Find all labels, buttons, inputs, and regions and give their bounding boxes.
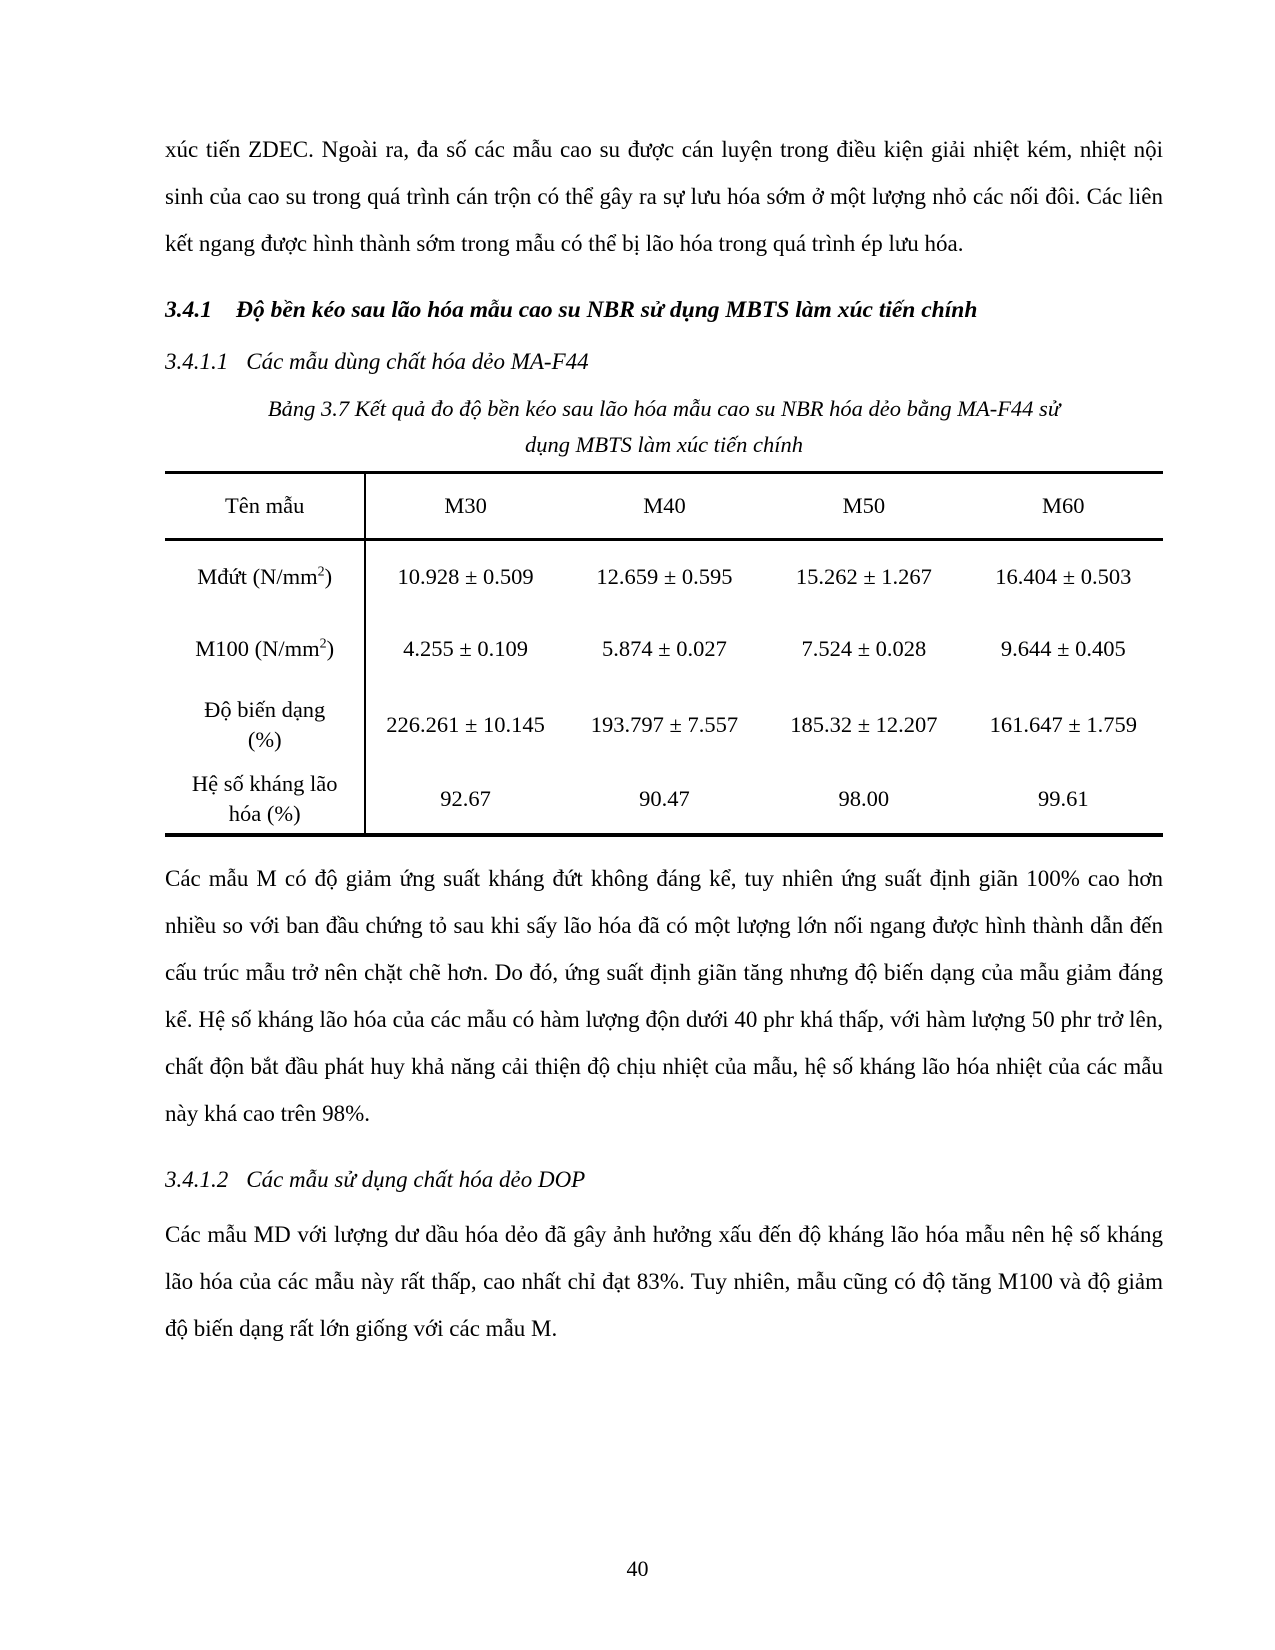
cell-value: 99.61 [1037, 786, 1089, 811]
cell-value: 12.659 ± 0.595 [596, 564, 733, 589]
section-title: Độ bền kéo sau lão hóa mẫu cao su NBR sử dụng MBTS làm xúc tiến chính [236, 297, 978, 323]
row-label-elongation: Độ biến dạng (%) [165, 685, 365, 765]
column-header-m60: M60 [964, 473, 1163, 540]
cell-value: 15.262 ± 1.267 [795, 564, 932, 589]
cell-value: 185.32 ± 12.207 [790, 712, 938, 737]
cell-value: 90.47 [639, 786, 690, 811]
paragraph-intro: xúc tiến ZDEC. Ngoài ra, đa số các mẫu cao su được cán luyện trong điều kiện giải nhiệt kém, nhiệt nội sinh của cao su trong quá trình cán trộn có thể gây ra sự lưu hóa sớm ở một lượng nhỏ các nối đôi. Các liên kết ngang được hình thành sớm trong mẫu có thể bị lão hóa trong quá trình ép lưu hóa. [165, 137, 1163, 256]
paragraph-dop-discussion: Các mẫu MD với lượng dư dầu hóa dẻo đã gây ảnh hưởng xấu đến độ kháng lão hóa mẫu nên hệ số kháng lão hóa của các mẫu này rất thấp, cao nhất chỉ đạt 83%. Tuy nhiên, mẫu cũng có độ tăng M100 và độ giảm độ biến dạng rất lớn giống với các mẫu M. [165, 1222, 1163, 1341]
row-label-aging-resistance: Hệ số kháng lão hóa (%) [165, 765, 365, 835]
subsection-heading-2 [165, 1163, 1163, 1197]
table-caption-line-1: Bảng 3.7 Kết quả đo độ bền kéo sau lão hóa mẫu cao su NBR hóa dẻo bằng MA-F44 sử [267, 396, 1061, 421]
cell-value: 226.261 ± 10.145 [386, 712, 545, 737]
column-header-m30: M30 [365, 473, 564, 540]
column-header-m50: M50 [764, 473, 963, 540]
column-header-sample-name: Tên mẫu [165, 473, 365, 540]
table-header-row [165, 473, 1163, 540]
cell-value: 9.644 ± 0.405 [1000, 636, 1126, 661]
cell-value: 98.00 [838, 786, 890, 811]
section-heading [165, 293, 1163, 327]
cell-value: 16.404 ± 0.503 [995, 564, 1132, 589]
cell-value: 92.67 [440, 786, 491, 811]
table-caption [165, 391, 1163, 463]
table-row [165, 685, 1163, 765]
cell-value: 10.928 ± 0.509 [397, 564, 534, 589]
page-number: 40 [626, 1556, 649, 1581]
subsection-2-title: Các mẫu sử dụng chất hóa dẻo DOP [246, 1167, 586, 1192]
subsection-1-title: Các mẫu dùng chất hóa dẻo MA-F44 [246, 349, 589, 374]
table-caption-line-2: dụng MBTS làm xúc tiến chính [524, 432, 804, 457]
row-label-tensile-strength: Mđứt $(N/mm^2)$ [165, 540, 365, 614]
subsection-1-number: 3.4.1.1 [165, 349, 229, 374]
column-header-m40: M40 [565, 473, 764, 540]
row-label-m100-modulus: M100 $(N/mm^2)$ [165, 613, 365, 685]
cell-value: 5.874 ± 0.027 [602, 636, 727, 661]
section-number: 3.4.1 [165, 297, 212, 323]
table-row [165, 540, 1163, 614]
cell-value: 193.797 ± 7.557 [590, 712, 739, 737]
cell-value: 161.647 ± 1.759 [989, 712, 1137, 737]
table-row [165, 765, 1163, 835]
cell-value: 4.255 ± 0.109 [403, 636, 529, 661]
subsection-2-number: 3.4.1.2 [165, 1167, 229, 1192]
table-row [165, 613, 1163, 685]
cell-value: 7.524 ± 0.028 [801, 636, 927, 661]
paragraph-discussion: Các mẫu M có độ giảm ứng suất kháng đứt không đáng kể, tuy nhiên ứng suất định giãn 100% cao hơn nhiều so với ban đầu chứng tỏ sau khi sấy lão hóa đã có một lượng lớn nối ngang được hình thành dẫn đến cấu trúc mẫu trở nên chặt chẽ hơn. Do đó, ứng suất định giãn tăng nhưng độ biến dạng của mẫu giảm đáng kể. Hệ số kháng lão hóa của các mẫu có hàm lượng độn dưới 40 phr khá thấp, với hàm lượng 50 phr trở lên, chất độn bắt đầu phát huy khả năng cải thiện độ chịu nhiệt của mẫu, hệ số kháng lão hóa nhiệt của các mẫu này khá cao trên 98%. [165, 866, 1163, 1126]
subsection-heading-1 [165, 345, 1163, 379]
results-table [165, 471, 1163, 837]
